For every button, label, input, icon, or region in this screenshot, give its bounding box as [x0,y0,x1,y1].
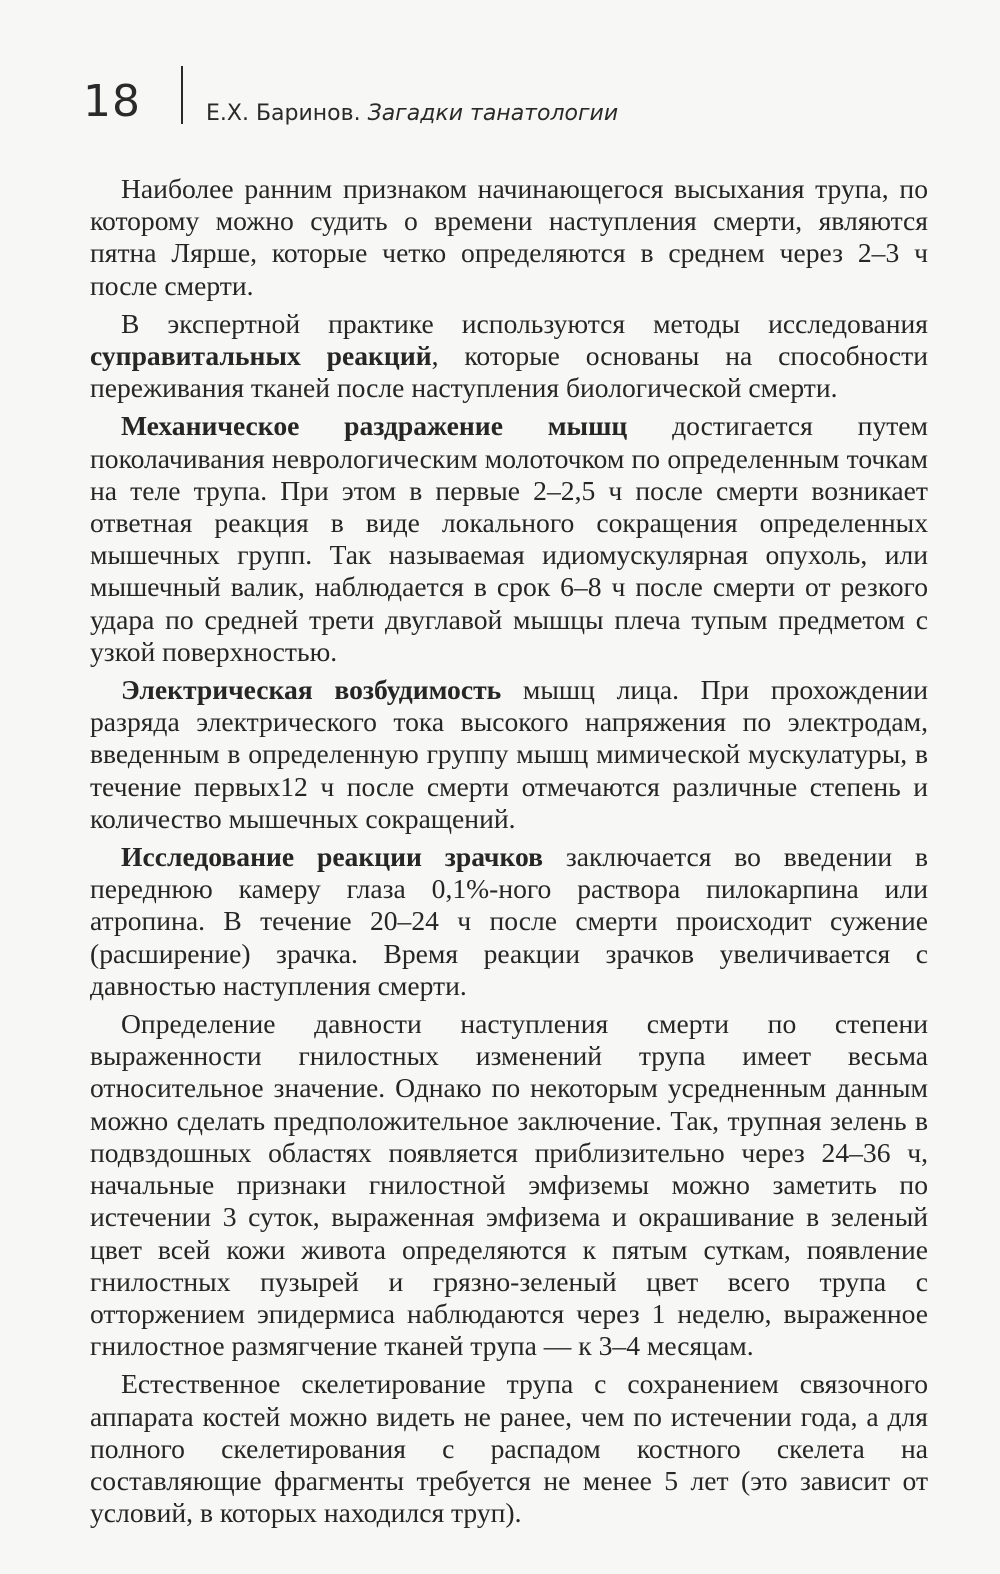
paragraph-text: Естественное скелетирование трупа с сохранением связочного аппарата костей можно видеть не ранее, чем по истечении года, а для полного скелетирования с распадом костного скелета на составляющие фрагменты требуется не менее 5 лет (это зависит от условий, в которых находился труп). [90,1368,928,1529]
paragraph-larche-spots [90,173,928,302]
paragraph-text: достигается путем поколачивания неврологическим молоточком по определенным точкам на теле трупа. При этом в первые 2–2,5 ч после смерти возникает ответная реакция в виде локального сокращения определенных мышечных групп. Так называемая идиомускулярная опухоль, или мышечный валик, наблюдается в срок 6–8 ч после смерти от резкого удара по средней трети двуглавой мышцы плеча тупым предметом с узкой поверхностью. [90,410,929,667]
page-header [83,66,883,126]
main-text [90,173,928,1529]
bold-term: Механическое раздражение мышц [121,410,628,442]
paragraph-mechanical-irritation [90,410,928,668]
paragraph-pupil-reaction [90,841,928,1002]
paragraph-putrefactive-changes [90,1008,928,1362]
paragraph-electrical-excitability [90,674,928,835]
author-name: Е.Х. Баринов. [206,101,361,126]
page-number: 18 [83,76,141,127]
paragraph-text: мышц лица. При прохождении разряда электрического тока высокого напряжения по электродам, введенным в определенную группу мышц мимической мускулатуры, в течение первых12 ч после смерти отмечаются различные степень и количество мышечных сокращений. [90,674,928,834]
paragraph-text: , которые основаны на способности переживания тканей после наступления биологической смерти. [90,340,928,404]
paragraph-skeletonization [90,1368,928,1529]
running-head [206,102,618,126]
paragraph-text: заключается во введении в переднюю камеру глаза 0,1%-ного раствора пилокарпина или атропина. В течение 20–24 ч после смерти происходит сужение (расширение) зрачка. Время реакции зрачков увеличивается с давностью наступления смерти. [90,841,928,1001]
bold-term: суправитальных реакций [90,340,432,372]
paragraph-supravital-reactions [90,308,928,405]
header-divider [181,66,183,124]
bold-term: Исследование реакции зрачков [121,841,544,873]
paragraph-lead: В экспертной практике используются методы исследования [121,307,928,339]
paragraph-text: Наиболее ранним признаком начинающегося высыхания трупа, по которому можно судить о времени наступления смерти, являются пятна Лярше, которые четко определяются в среднем через 2–3 ч после смерти. [90,173,928,301]
paragraph-text: Определение давности наступления смерти по степени выраженности гнилостных изменений трупа имеет весьма относительное значение. Однако по некоторым усредненным данным можно сделать предположительное заключение. Так, трупная зелень в подвздошных областях появляется приблизительно через 24–36 ч, начальные признаки гнилостной эмфиземы можно заметить по истечении 3 суток, выраженная эмфизема и окрашивание в зеленый цвет всей кожи живота определяются к пятым суткам, появление гнилостных пузырей и грязно-зеленый цвет всего трупа с отторжением эпидермиса наблюдаются через 1 неделю, выраженное гнилостное размягчение тканей трупа — к 3–4 месяцам. [90,1008,928,1362]
bold-term: Электрическая возбудимость [121,674,502,706]
book-title: Загадки танатологии [367,101,619,126]
